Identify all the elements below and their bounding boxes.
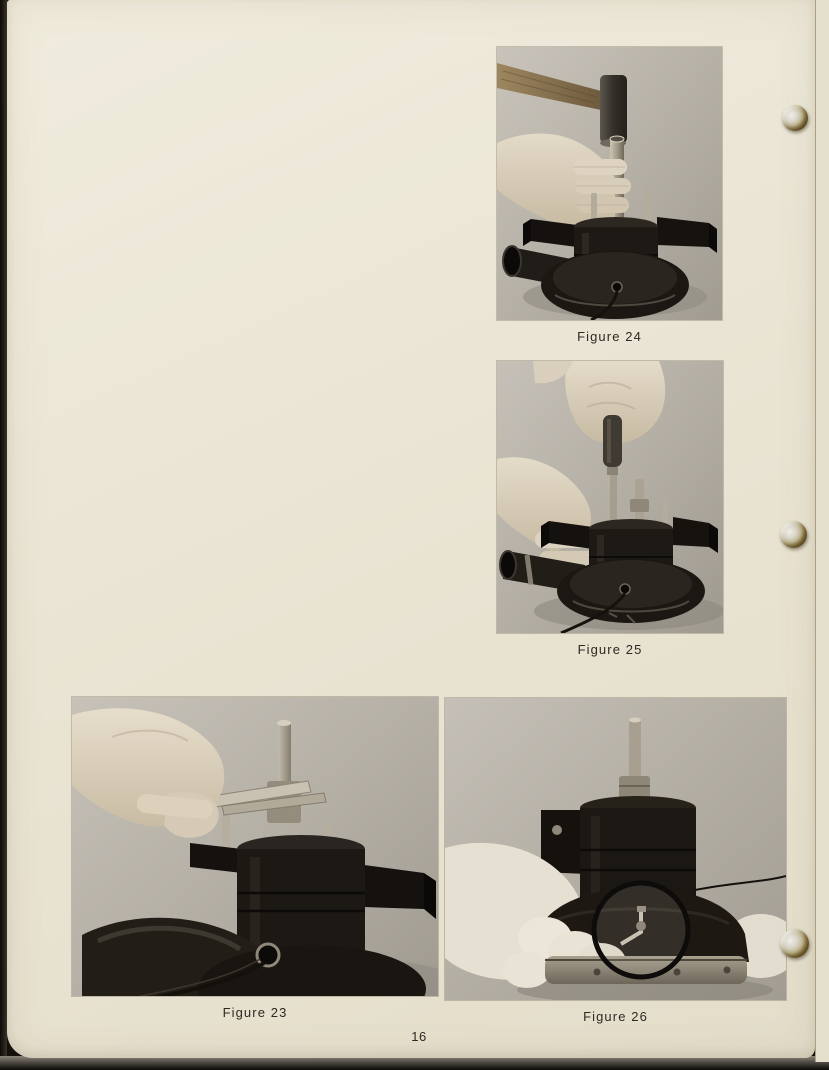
binder-hole-top — [782, 105, 808, 131]
figure-23 — [72, 697, 438, 1020]
page-stack-edge — [815, 0, 829, 1062]
figure-24 — [497, 47, 722, 344]
binder-hole-middle — [780, 521, 807, 548]
figure-caption: Figure 24 — [577, 329, 642, 344]
figure-caption: Figure 23 — [222, 1005, 288, 1020]
binder-hole-bottom — [780, 929, 809, 958]
scan-bottom-edge-shadow — [0, 1056, 829, 1070]
figure-25-photo — [497, 361, 723, 633]
figure-25 — [497, 361, 723, 657]
figure-caption: Figure 26 — [583, 1009, 648, 1024]
figure-23-photo — [72, 697, 438, 996]
figure-26-photo — [445, 698, 786, 1000]
scan-left-edge-shadow — [0, 0, 7, 1070]
figure-caption: Figure 25 — [577, 642, 643, 657]
figure-24-photo — [497, 47, 722, 320]
figure-26 — [445, 698, 786, 1024]
page-number: 16 — [411, 1029, 427, 1044]
